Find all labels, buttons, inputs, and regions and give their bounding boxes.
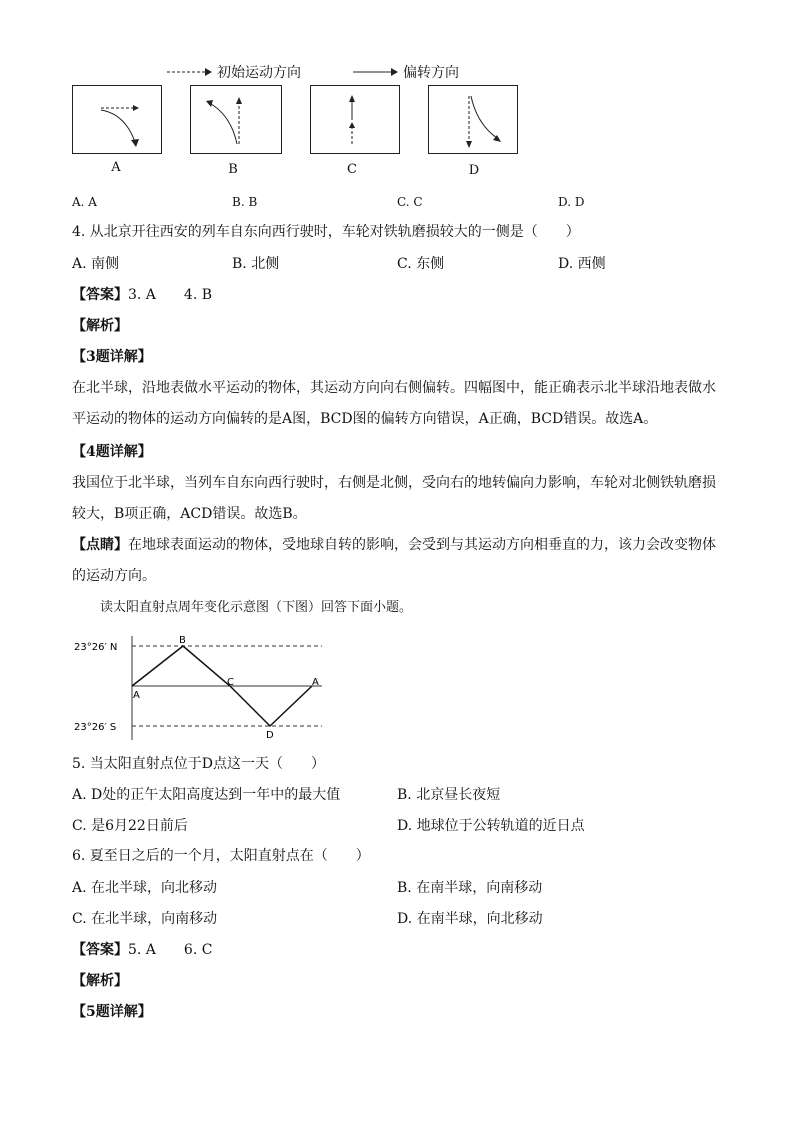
diagram-label-b: B [228, 162, 238, 177]
q4-option-a: A. 南侧 [72, 256, 120, 272]
dashed-arrow-icon [165, 66, 213, 78]
diagram-b [190, 85, 282, 154]
detail4-tag: 【4题详解】 [72, 444, 152, 460]
q6-option-b: B. 在南半球，向南移动 [397, 880, 543, 896]
q5-stem: 5. 当太阳直射点位于D点这一天（ ） [72, 756, 326, 772]
north-label: 23°26′ N [74, 642, 118, 653]
south-label: 23°26′ S [74, 722, 117, 733]
q5-option-c: C. 是6月22日前后 [72, 818, 188, 834]
q4-option-b: B. 北侧 [232, 256, 280, 272]
q3-option-a: A. A [72, 195, 97, 209]
diagram-label-d: D [468, 163, 480, 178]
point-b: B [179, 635, 186, 646]
point-c: C [227, 677, 234, 688]
answer-text-1: 3. A 4. B [128, 287, 213, 303]
q3-option-d: D. D [558, 195, 585, 209]
diagram-c [310, 85, 400, 154]
q5-option-d: D. 地球位于公转轨道的近日点 [397, 818, 585, 834]
q3-option-c: C. C [397, 195, 423, 209]
chart-intro: 读太阳直射点周年变化示意图（下图）回答下面小题。 [100, 600, 413, 615]
q6-option-c: C. 在北半球，向南移动 [72, 911, 218, 927]
detail3-text: 在北半球，沿地表做水平运动的物体，其运动方向向右侧偏转。四幅图中，能正确表示北半球沿地表做水平运动的物体的运动方向偏转的是A图，BCD图的偏转方向错误，A正确，BCD错误。故选A。 [72, 380, 716, 427]
comment-text: 在地球表面运动的物体，受地球自转的影响，会受到与其运动方向相垂直的力，该力会改变物体的运动方向。 [72, 537, 716, 584]
q4-option-d: D. 西侧 [558, 256, 606, 272]
detail4-text: 我国位于北半球，当列车自东向西行驶时，右侧是北侧，受向右的地转偏向力影响，车轮对北侧铁轨磨损较大，B项正确，ACD错误。故选B。 [72, 475, 716, 522]
legend-deflect: 偏转方向 [403, 65, 459, 81]
answer-line-1 [72, 285, 212, 305]
q6-stem: 6. 夏至日之后的一个月，太阳直射点在（ ） [72, 848, 370, 864]
solid-arrow-icon [351, 66, 399, 78]
q4-stem: 4. 从北京开往西安的列车自东向西行驶时，车轮对铁轨磨损较大的一侧是（ ） [72, 224, 580, 240]
comment-tag: 【点睛】 [72, 537, 128, 553]
analysis-tag-1: 【解析】 [72, 318, 128, 334]
point-d: D [266, 730, 274, 741]
answer-text-2: 5. A 6. C [128, 942, 213, 958]
diagram-d [428, 85, 518, 154]
comment [72, 530, 722, 592]
diagram-a [72, 85, 162, 154]
point-a-end: A [312, 677, 319, 688]
detail5-tag: 【5题详解】 [72, 1004, 152, 1020]
legend-initial: 初始运动方向 [217, 65, 301, 81]
q3-option-b: B. B [232, 195, 258, 209]
subsolar-chart [72, 630, 332, 745]
q5-option-a: A. D处的正午太阳高度达到一年中的最大值 [72, 787, 341, 803]
answer-tag-1: 【答案】 [72, 287, 128, 303]
answer-tag-2: 【答案】 [72, 942, 128, 958]
q6-option-a: A. 在北半球，向北移动 [72, 880, 218, 896]
detail3-tag: 【3题详解】 [72, 349, 152, 365]
diagram-label-a: A [111, 160, 121, 175]
legend [165, 62, 485, 82]
q5-option-b: B. 北京昼长夜短 [397, 787, 501, 803]
q6-option-d: D. 在南半球，向北移动 [397, 911, 543, 927]
q4-option-c: C. 东侧 [397, 256, 445, 272]
point-a-start: A [133, 690, 140, 701]
analysis-tag-2: 【解析】 [72, 973, 128, 989]
answer-line-2 [72, 940, 212, 960]
diagram-label-c: C [347, 162, 357, 177]
